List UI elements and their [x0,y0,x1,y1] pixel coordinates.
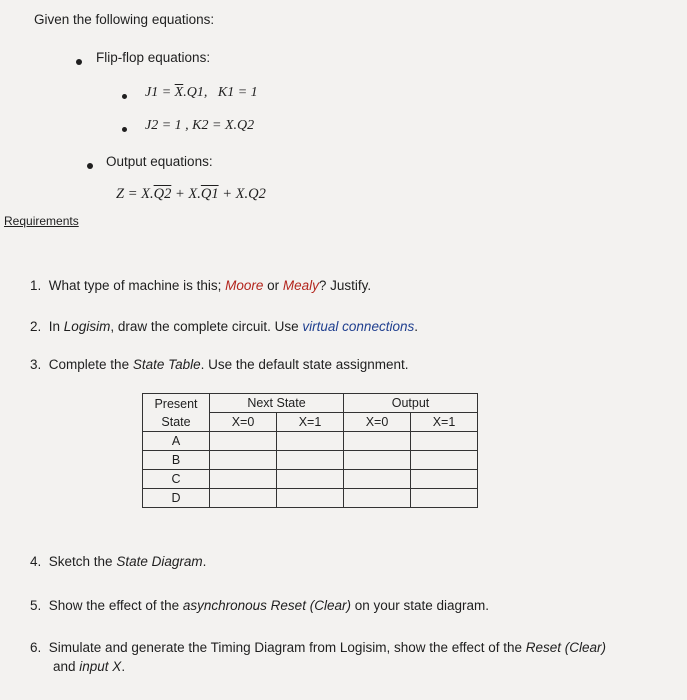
mealy-term: Mealy [282,278,319,293]
list-number: 1. [30,278,42,293]
reset-term: Reset (Clear) [525,640,607,655]
req1-or: or [263,278,283,293]
flipflop-equation-2 [145,118,254,134]
req3-text: Complete the [48,357,133,372]
present-state-header [143,394,210,432]
table-cell[interactable] [210,470,277,489]
table-cell[interactable] [411,470,478,489]
req5-end: on your state diagram. [350,598,490,613]
req6-line2-text: and [53,659,80,674]
term2-dot: . [197,186,201,202]
table-cell[interactable] [277,451,344,470]
list-number: 3. [30,357,42,372]
state-a: A [143,432,210,451]
output-heading: Output equations: [106,154,213,169]
state-b: B [143,451,210,470]
state-table-term: State Table [132,357,201,372]
table-cell[interactable] [411,432,478,451]
requirement-3 [30,357,409,372]
j2-eq: J2 = 1 , [145,118,189,133]
table-cell[interactable] [210,432,277,451]
logisim-term: Logisim [63,319,111,334]
term3: X.Q2 [235,186,266,202]
list-number: 4. [30,554,42,569]
table-cell[interactable] [411,489,478,508]
output-equation [116,186,266,203]
state-label: State [161,414,191,429]
table-cell[interactable] [277,489,344,508]
bullet [76,59,82,65]
x-bar: $\overline{X}$ [174,85,184,100]
req2-text: In [48,319,64,334]
term1-x: X [141,186,150,202]
req3-end: . Use the default state assignment. [200,357,409,372]
req4-end: . [202,554,207,569]
k1-eq: K1 = 1 [217,85,258,100]
bullet [122,127,127,132]
req6-end: . [121,659,126,674]
req6-text: Simulate and generate the Timing Diagram from Logisim, show the effect of the [48,640,526,655]
table-cell[interactable] [277,432,344,451]
j1-lhs: J1 = [145,85,172,100]
req4-text: Sketch the [48,554,117,569]
table-cell[interactable] [344,451,411,470]
k2-eq: K2 = X.Q2 [192,118,255,133]
plus: + [218,186,236,202]
virtual-connections-term: virtual connections [302,319,415,334]
requirement-6 [30,640,606,655]
table-cell[interactable] [277,470,344,489]
plus: + [171,186,189,202]
table-row [143,432,478,451]
table-cell[interactable] [210,451,277,470]
table-cell[interactable] [344,470,411,489]
term1-q2-bar: Q2 [153,186,172,202]
bullet [87,163,93,169]
state-diagram-term: State Diagram [116,554,203,569]
requirement-6-line2 [53,659,125,674]
async-reset-term: asynchronous Reset (Clear) [182,598,351,613]
state-table [142,393,478,508]
bullet [122,94,127,99]
next-state-header: Next State [210,394,344,413]
moore-term: Moore [225,278,264,293]
output-x0-header: X=0 [344,413,411,432]
output-x1-header: X=1 [411,413,478,432]
j1-rest: .Q1, [183,85,208,100]
flipflop-heading: Flip-flop equations: [96,50,211,65]
requirement-1 [30,278,371,293]
req2-mid: , draw the complete circuit. Use [110,319,303,334]
table-cell[interactable] [344,432,411,451]
present-label: Present [154,396,198,411]
table-cell[interactable] [210,489,277,508]
requirements-link[interactable]: Requirements [4,214,79,228]
next-x0-header: X=0 [210,413,277,432]
state-d: D [143,489,210,508]
term1-dot: . [149,186,154,202]
table-row [143,489,478,508]
flipflop-equation-1 [145,85,258,101]
table-cell[interactable] [344,489,411,508]
requirement-2 [30,319,418,334]
requirement-5 [30,598,489,613]
intro-text: Given the following equations: [34,12,215,27]
z-lhs: Z = [116,186,138,202]
req1-text: What type of machine is this; [48,278,226,293]
term2-x: X [188,186,198,202]
requirement-4 [30,554,206,569]
table-cell[interactable] [411,451,478,470]
term2-q1-bar: Q1 [200,186,219,202]
list-number: 2. [30,319,42,334]
input-x-term: input X [79,659,122,674]
list-number: 6. [30,640,42,655]
next-x1-header: X=1 [277,413,344,432]
table-row [143,451,478,470]
list-number: 5. [30,598,42,613]
req2-end: . [414,319,418,334]
state-c: C [143,470,210,489]
req1-end: ? Justify. [318,278,372,293]
req5-text: Show the effect of the [48,598,183,613]
output-header: Output [344,394,478,413]
table-row [143,470,478,489]
